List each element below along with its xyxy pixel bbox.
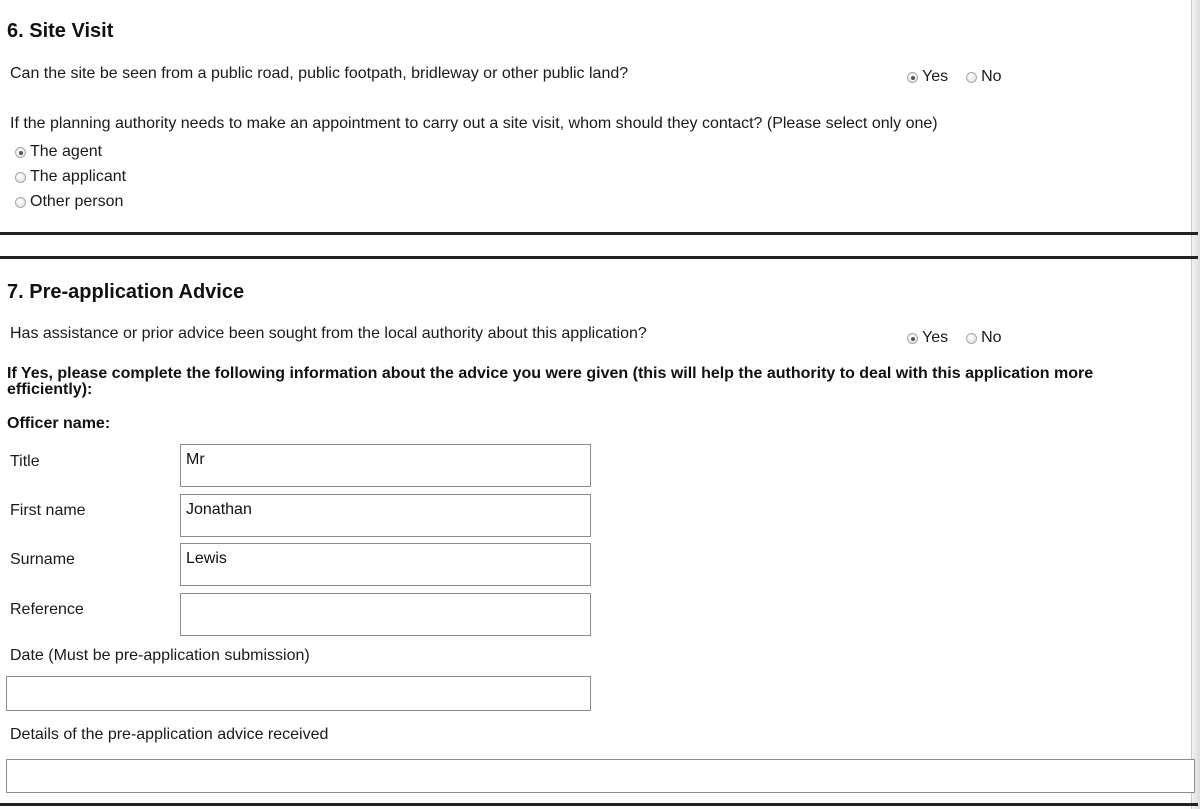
- no-label: No: [981, 329, 1002, 346]
- other-person-label: Other person: [30, 193, 124, 210]
- yes-label: Yes: [922, 68, 949, 85]
- contact-option-other-person[interactable]: [15, 193, 123, 211]
- advice-details-field[interactable]: [6, 759, 1195, 793]
- yes-radio-icon[interactable]: [907, 333, 918, 344]
- applicant-radio-icon[interactable]: [15, 172, 26, 183]
- title-field[interactable]: Mr: [180, 444, 591, 487]
- reference-label: Reference: [10, 601, 84, 618]
- agent-label: The agent: [30, 143, 103, 160]
- first-name-field[interactable]: Jonathan: [180, 494, 591, 537]
- yes-label: Yes: [922, 329, 949, 346]
- title-label: Title: [10, 453, 40, 470]
- site-visibility-radio-group: [907, 68, 1002, 86]
- site-visibility-no-option[interactable]: [966, 68, 1001, 86]
- section-divider: [0, 232, 1198, 235]
- page-edge: [1191, 0, 1200, 809]
- section-7-heading: 7. Pre-application Advice: [7, 281, 245, 303]
- advice-details-label: Details of the pre-application advice received: [10, 726, 329, 743]
- site-visibility-yes-option[interactable]: [907, 68, 948, 86]
- date-label: Date (Must be pre-application submission): [10, 647, 310, 664]
- site-visibility-question: Can the site be seen from a public road, public footpath, bridleway or other public land?: [10, 65, 629, 82]
- surname-label: Surname: [10, 551, 75, 568]
- prior-advice-yes-option[interactable]: [907, 329, 948, 347]
- section-divider: [0, 256, 1198, 259]
- no-radio-icon[interactable]: [966, 72, 977, 83]
- date-field[interactable]: [6, 676, 591, 711]
- prior-advice-radio-group: [907, 329, 1002, 347]
- contact-option-applicant[interactable]: [15, 168, 126, 186]
- yes-radio-icon[interactable]: [907, 72, 918, 83]
- officer-name-heading: Officer name:: [7, 415, 111, 432]
- contact-option-agent[interactable]: [15, 143, 102, 161]
- reference-field[interactable]: [180, 593, 591, 636]
- site-visit-contact-question: If the planning authority needs to make an appointment to carry out a site visit, whom should they contact? (Please select only one): [10, 115, 938, 132]
- section-divider: [0, 803, 1198, 806]
- prior-advice-no-option[interactable]: [966, 329, 1001, 347]
- section-6-heading: 6. Site Visit: [7, 20, 114, 42]
- other-person-radio-icon[interactable]: [15, 197, 26, 208]
- prior-advice-question: Has assistance or prior advice been sought from the local authority about this application?: [10, 325, 647, 342]
- applicant-label: The applicant: [30, 168, 127, 185]
- advice-instruction: If Yes, please complete the following information about the advice you were given (this will help the authority to deal with this application more efficiently):: [7, 365, 1094, 398]
- no-radio-icon[interactable]: [966, 333, 977, 344]
- surname-field[interactable]: Lewis: [180, 543, 591, 586]
- no-label: No: [981, 68, 1002, 85]
- first-name-label: First name: [10, 502, 86, 519]
- agent-radio-icon[interactable]: [15, 147, 26, 158]
